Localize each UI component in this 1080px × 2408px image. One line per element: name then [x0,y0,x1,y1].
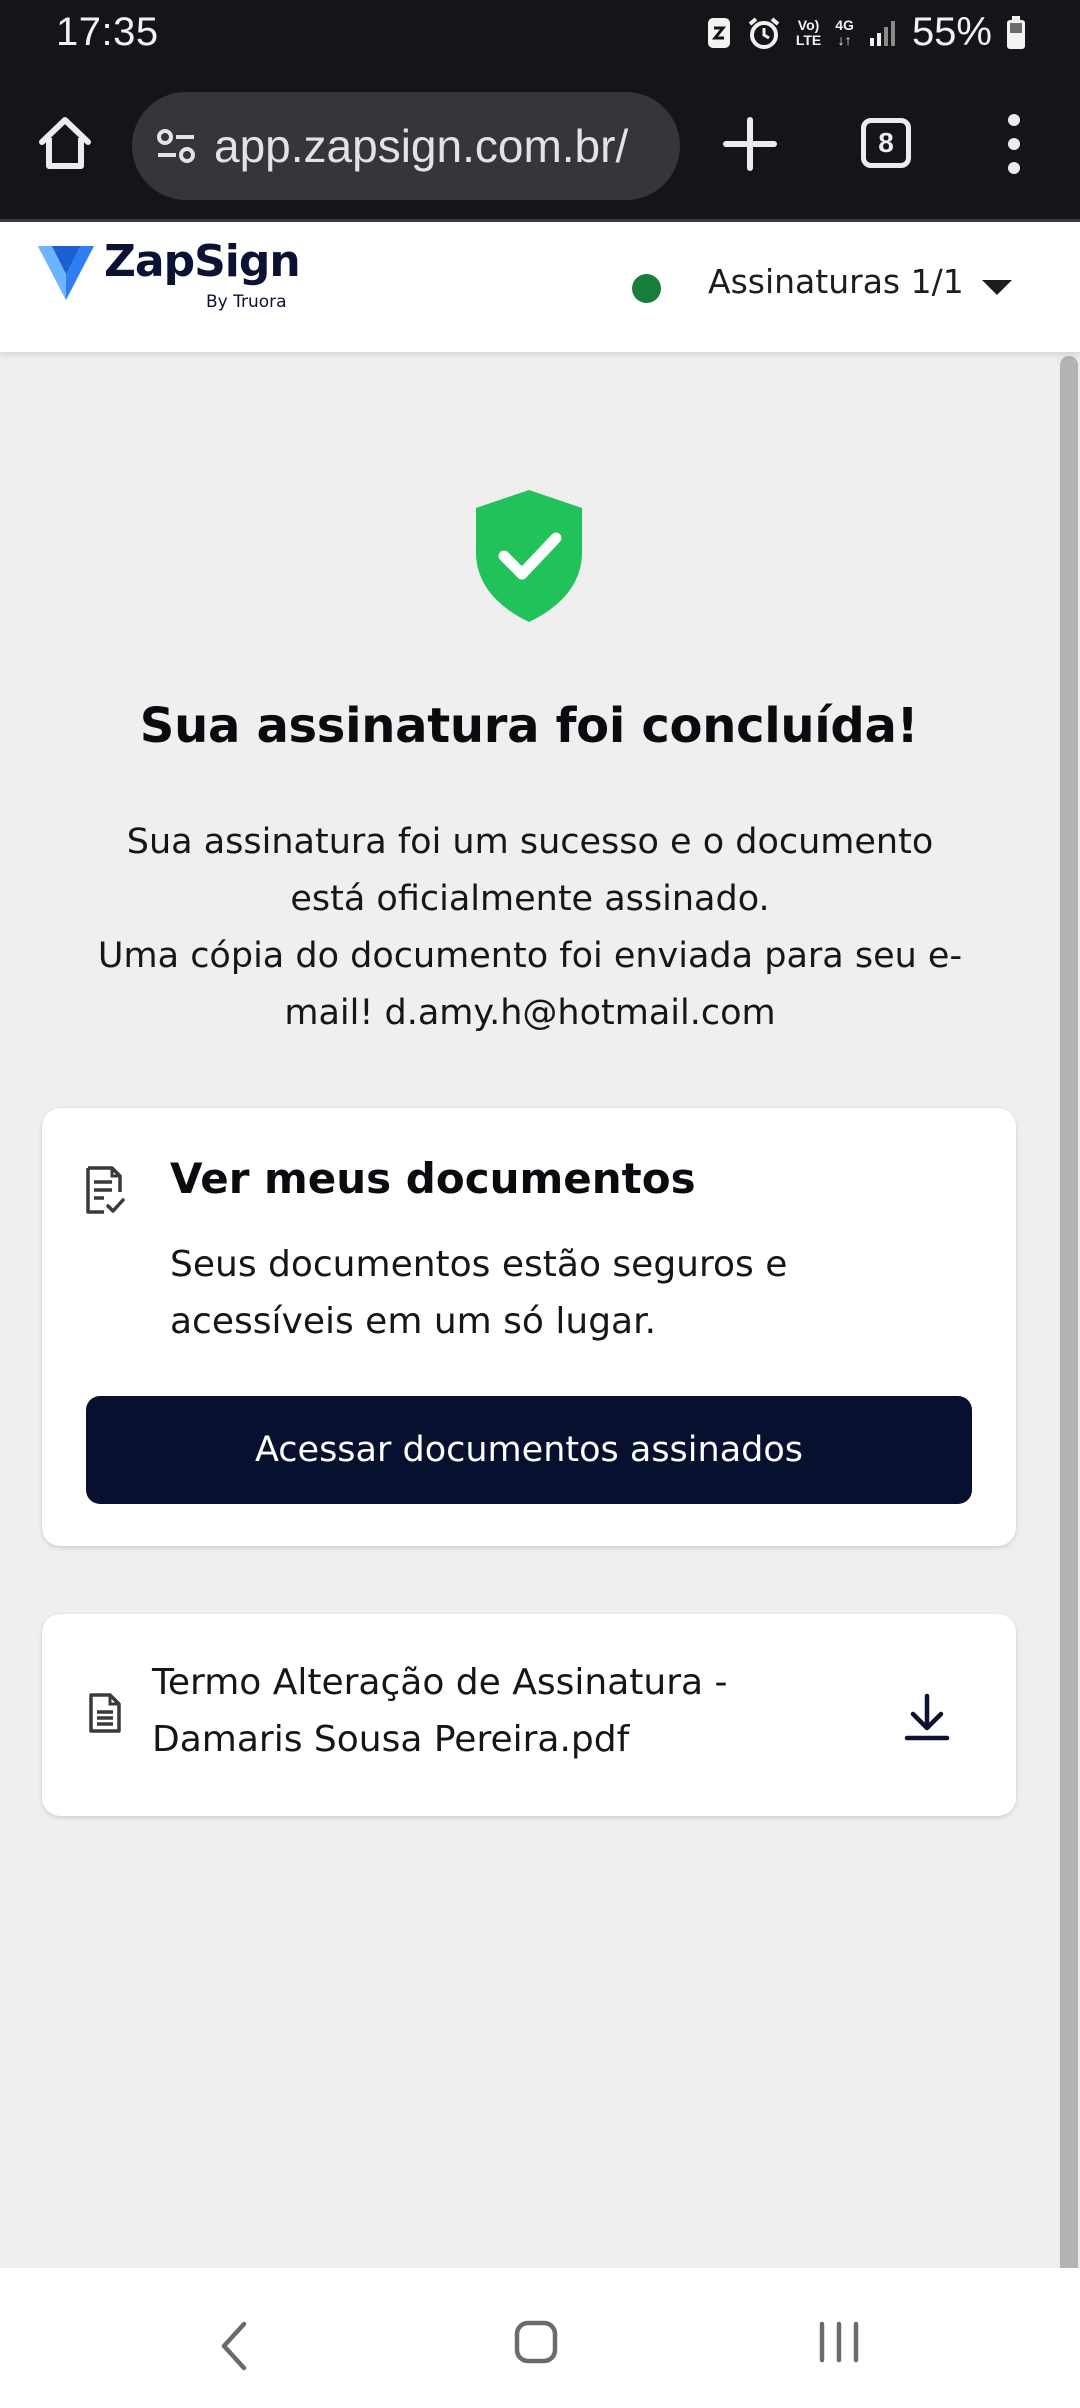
battery-percent: 55% [911,10,992,54]
page-title: Sua assinatura foi concluída! [139,698,919,754]
alarm-icon [746,15,782,51]
app-header [0,222,1080,352]
signed-file-card[interactable] [42,1614,1016,1816]
my-documents-card [42,1108,1016,1546]
logo-name: ZapSign [104,236,300,287]
plus-icon[interactable] [720,114,780,174]
recents-icon[interactable] [816,2320,862,2364]
data-indicator: 4G ↓↑ [835,16,854,48]
success-description [40,814,1020,1042]
scrollbar-thumb[interactable] [1060,356,1078,2276]
document-check-icon [82,1166,126,1216]
status-bar [0,0,1080,70]
file-name [152,1654,852,1768]
signal-icon [868,18,898,48]
chevron-down-icon[interactable] [982,280,1012,295]
status-dot [632,274,661,303]
home-icon[interactable] [34,112,96,174]
browser-toolbar [0,70,1080,222]
url-text: app.zapsign.com.br/ [214,120,629,172]
status-icons [706,10,1026,55]
file-name-line: Termo Alteração de Assinatura - [152,1662,728,1703]
download-icon[interactable] [904,1692,950,1742]
access-signed-documents-button[interactable]: Acessar documentos assinados [86,1396,972,1504]
card-text [170,1236,930,1350]
description-line: está oficialmente assinado. [290,879,770,919]
battery-icon [1006,16,1026,50]
file-name-line: Damaris Sousa Pereira.pdf [152,1719,630,1760]
notification-icon [706,16,732,50]
file-icon [88,1692,122,1734]
system-navigation-bar [0,2268,1080,2408]
description-line: mail! d.amy.h@hotmail.com [284,993,776,1033]
card-text-line: acessíveis em um só lugar. [170,1301,657,1342]
nav-home-icon[interactable] [514,2320,558,2364]
card-text-line: Seus documentos estão seguros e [170,1244,788,1285]
description-line: Uma cópia do documento foi enviada para seu e- [97,936,963,976]
status-time: 17:35 [56,10,159,54]
tab-switcher-button[interactable]: 8 [861,118,911,168]
address-bar[interactable] [132,92,680,200]
shield-check-icon [474,488,584,624]
signatures-count[interactable]: Assinaturas 1/1 [708,262,964,301]
volte-indicator: Vo) LTE [795,16,822,48]
zapsign-logo-icon [36,240,96,302]
back-icon[interactable] [216,2320,252,2372]
description-line: Sua assinatura foi um sucesso e o documento [126,822,934,862]
more-vert-icon[interactable] [1000,112,1028,176]
tune-icon[interactable] [156,128,196,164]
logo-subtitle: By Truora [206,292,287,312]
card-title: Ver meus documentos [170,1154,696,1203]
